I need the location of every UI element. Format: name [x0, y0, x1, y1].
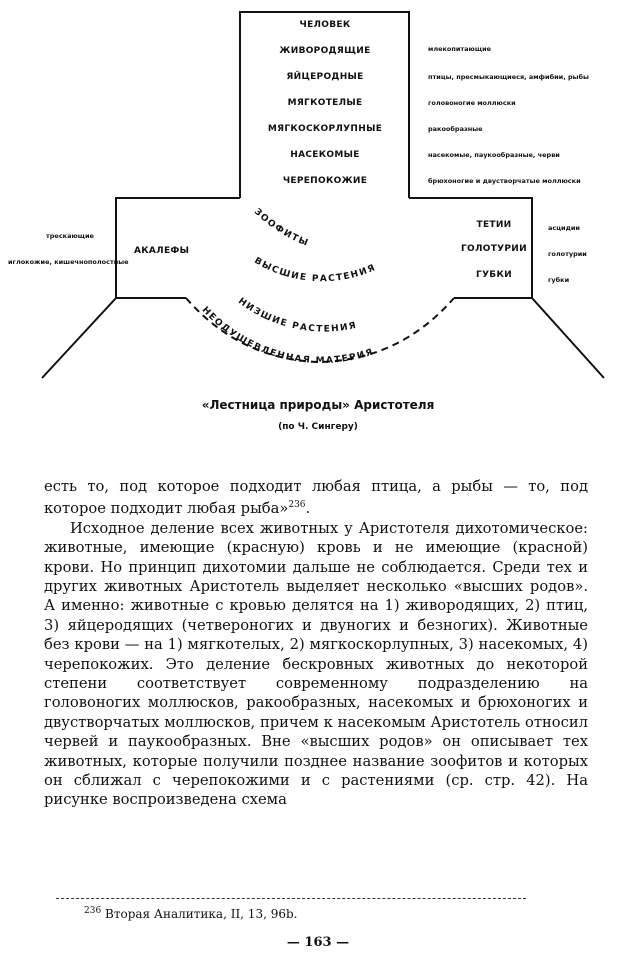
right-outer-label: губки [548, 276, 570, 284]
figure-caption: «Лестница природы» Аристотеля [201, 398, 435, 412]
center-label: ЧЕЛОВЕК [299, 20, 351, 30]
body-text [44, 477, 588, 810]
right-label: брюхоногие и двустворчатые моллюски [428, 177, 581, 185]
arc-zoophytes-path: ЗООФИТЫ [251, 206, 311, 249]
paragraph-1-text: есть то, под которое подходит любая птица, а рыбы — то, под которое подходит любая рыба» [44, 478, 588, 518]
right-label: птицы, пресмыкающиеся, амфибии, рыбы [428, 73, 589, 81]
left-inner-label: АКАЛЕФЫ [134, 246, 190, 256]
arc-lower-plants-path: НИЗШИЕ РАСТЕНИЯ [236, 296, 359, 335]
arc-label-inanimate [200, 305, 376, 366]
right-inner-label: ГУБКИ [476, 270, 512, 280]
footnote-number: 236 [84, 906, 102, 916]
paragraph-1-end: . [305, 500, 311, 518]
footnote-text: Вторая Аналитика, II, 13, 96b. [105, 907, 298, 921]
arc-label-higher-plants [252, 256, 377, 284]
page-number: — 163 — [286, 935, 350, 950]
right-label: млекопитающие [428, 45, 492, 53]
paragraph-2: Исходное деление всех животных у Аристотеля дихотомическое: животные, имеющие (красную) кровь и не имеющие (красной) крови. Но принцип дихотомии дальше не соблюдается. Среди тех и других животных Аристотель выделяет несколько «высших родов». А именно: животные с кровью делятся на 1) живородящих, 2) птиц, 3) яйцеродящих (четвероногих и двуногих и безногих). Животные без крови — на 1) мягкотелых, 2) мягкоскорлупных, 3) насекомых, 4) черепокожих. Это деление бескровных животных до некоторой степени соответствует современному подразделению на головоногих моллюсков, ракообразных, насекомых и брюхоногих и двустворчатых моллюсков, причем к насекомым Аристотель относил червей и паукообразных. Вне «высших родов» он описывает тех животных, которые получили позднее название зоофитов и которых он сближал с черепокожими и с растениями (ср. стр. 42). На рисунке воспроизведена схема [44, 519, 588, 809]
footnote-ref: 236 [288, 500, 306, 511]
right-inner-label: ТЕТИИ [476, 220, 512, 230]
center-label: МЯГКОСКОРЛУПНЫЕ [267, 124, 383, 134]
left-outer-label: иглокожие, кишечнополостные [8, 258, 129, 266]
ladder-of-nature-diagram [0, 0, 636, 460]
center-label: ЧЕРЕПОКОЖИЕ [282, 176, 368, 186]
right-inner-label: ГОЛОТУРИИ [461, 244, 527, 254]
right-outer-label: голотурии [548, 250, 587, 258]
footnote-divider [56, 898, 526, 899]
arc-higher-plants-path: ВЫСШИЕ РАСТЕНИЯ [252, 255, 378, 285]
right-outer-label: асцидии [548, 224, 580, 232]
right-label: головоногие моллюски [428, 99, 516, 107]
center-label: НАСЕКОМЫЕ [290, 150, 360, 160]
diagram-graphic [0, 0, 636, 460]
center-label: ЖИВОРОДЯЩИЕ [279, 46, 371, 56]
diagram-outline [42, 12, 604, 378]
arc-label-lower-plants [236, 296, 358, 334]
center-label: МЯГКОТЕЛЫЕ [287, 98, 363, 108]
right-label: ракообразные [428, 125, 483, 133]
figure-subcaption: (по Ч. Сингеру) [278, 422, 358, 432]
right-label: насекомые, паукообразные, черви [428, 151, 560, 159]
arc-label-zoophytes [252, 207, 311, 249]
left-outer-label: трескающие [46, 232, 94, 240]
arc-inanimate-path: НЕОДУШЕВЛЕННАЯ МАТЕРИЯ [199, 305, 376, 367]
paragraph-1 [44, 477, 588, 519]
footnote [84, 906, 297, 921]
center-label: ЯЙЦЕРОДНЫЕ [286, 72, 364, 82]
